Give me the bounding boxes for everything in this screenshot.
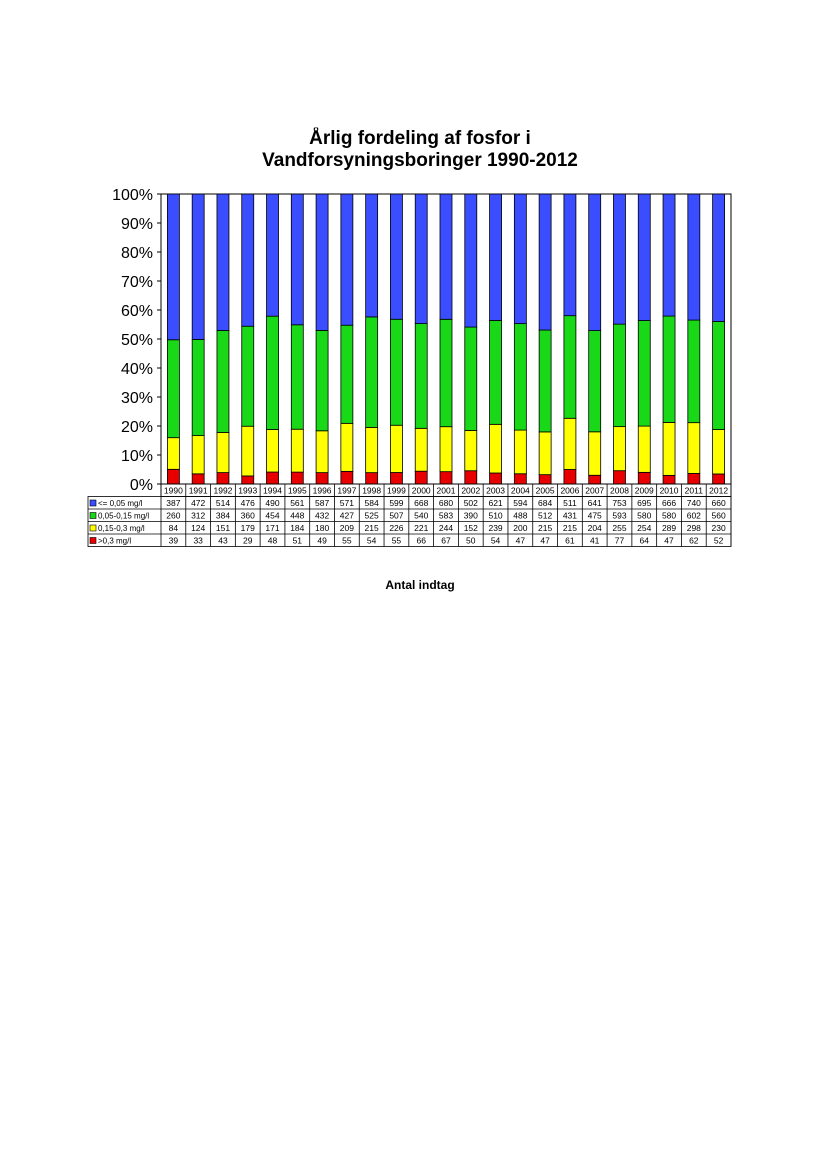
bar-segment	[167, 194, 179, 340]
table-year-label: 1991	[188, 485, 208, 496]
bar-segment	[589, 194, 601, 331]
bar-segment	[663, 422, 675, 475]
bar-segment	[490, 194, 502, 320]
table-year-label: 1992	[213, 485, 233, 496]
bar-segment	[366, 194, 378, 317]
bar-segment	[713, 194, 725, 321]
table-value: 260	[166, 510, 181, 521]
bar-segment	[688, 320, 700, 423]
table-value: 180	[314, 523, 330, 533]
table-value: 124	[191, 523, 206, 533]
bar-segment	[589, 432, 601, 475]
y-tick-label: 10%	[120, 448, 153, 465]
table-value: 171	[265, 523, 280, 533]
table-year-label: 2003	[486, 485, 506, 496]
table-value: 61	[565, 535, 575, 546]
table-value: 215	[562, 523, 578, 533]
bar-segment	[390, 319, 402, 425]
bar-segment	[390, 425, 402, 472]
table-value: 184	[290, 523, 305, 533]
y-tick-label: 70%	[120, 274, 153, 291]
table-value: 226	[389, 523, 404, 533]
table-value: 432	[314, 510, 330, 521]
table-year-label: 2009	[634, 485, 654, 496]
bar-segment	[192, 474, 204, 484]
table-value: 215	[364, 523, 379, 533]
bar-segment	[341, 471, 353, 484]
bar-segment	[638, 472, 650, 484]
table-value: 593	[612, 510, 627, 521]
table-value: 244	[438, 523, 454, 533]
bar-segment	[217, 194, 229, 331]
table-value: 475	[587, 510, 602, 521]
table-value: 55	[391, 535, 402, 546]
table-value: 84	[168, 523, 179, 533]
table-value: 152	[463, 523, 478, 533]
bar-segment	[514, 324, 526, 430]
x-axis-title: Antal indtag	[385, 578, 455, 592]
bar-segment	[341, 325, 353, 423]
table-value: 507	[389, 510, 404, 521]
bar-segment	[167, 438, 179, 470]
table-value: 540	[414, 510, 429, 521]
table-value: 47	[515, 535, 526, 546]
table-value: 561	[290, 498, 305, 508]
bar-segment	[341, 194, 353, 325]
table-value: 387	[166, 498, 181, 508]
bar-segment	[415, 471, 427, 484]
table-value: 390	[463, 510, 478, 521]
table-value: 695	[637, 498, 652, 508]
bar-segment	[465, 194, 477, 327]
bar-segment	[316, 473, 328, 484]
table-value: 215	[538, 523, 553, 533]
bar-segment	[291, 325, 303, 429]
y-tick-label: 60%	[120, 303, 153, 320]
table-year-label: 2001	[436, 485, 456, 496]
bar-segment	[291, 194, 303, 325]
table-value: 641	[587, 498, 602, 508]
table-value: 33	[193, 535, 203, 546]
bar-segment	[366, 473, 378, 484]
table-value: 48	[267, 535, 278, 546]
table-year-label: 1996	[312, 485, 332, 496]
bar-segment	[564, 469, 576, 484]
bar-segment	[663, 194, 675, 316]
legend-label: 0,15-0,3 mg/l	[98, 524, 145, 533]
table-value: 51	[292, 535, 303, 546]
table-value: 511	[563, 498, 577, 508]
table-value: 47	[540, 535, 550, 546]
table-value: 488	[513, 510, 528, 521]
bar-segment	[688, 194, 700, 320]
bar-segment	[589, 331, 601, 432]
bar-segment	[440, 319, 452, 426]
table-value: 510	[488, 510, 503, 521]
table-value: 50	[466, 535, 476, 546]
bar-segment	[514, 474, 526, 484]
table-value: 179	[240, 523, 255, 533]
bar-segment	[291, 472, 303, 484]
table-value: 680	[438, 498, 454, 508]
table-value: 584	[364, 498, 379, 508]
y-tick-label: 90%	[120, 216, 153, 233]
table-value: 200	[513, 523, 528, 533]
bar-segment	[267, 194, 279, 316]
bar-segment	[713, 321, 725, 429]
y-tick-label: 0%	[129, 477, 153, 494]
table-value: 204	[587, 523, 602, 533]
table-year-label: 2004	[510, 485, 530, 496]
table-value: 209	[339, 523, 354, 533]
table-value: 502	[463, 498, 478, 508]
legend-key	[90, 500, 96, 506]
y-tick-label: 100%	[112, 187, 153, 204]
y-tick-label: 30%	[120, 390, 153, 407]
table-year-label: 2011	[684, 485, 703, 496]
bar-segment	[564, 418, 576, 469]
bar-segment	[291, 429, 303, 472]
bar-segment	[242, 194, 254, 326]
bar-segment	[415, 428, 427, 471]
bar-segment	[440, 472, 452, 484]
bar-segment	[167, 469, 179, 484]
table-value: 39	[168, 535, 179, 546]
table-value: 312	[191, 510, 206, 521]
table-value: 448	[290, 510, 305, 521]
bar-segment	[316, 194, 328, 330]
table-year-label: 1999	[386, 485, 406, 496]
table-value: 580	[637, 510, 652, 521]
table-value: 289	[661, 523, 677, 533]
bar-segment	[539, 330, 551, 432]
table-value: 740	[686, 498, 701, 508]
bar-segment	[217, 331, 229, 433]
table-year-label: 1990	[163, 485, 183, 496]
table-value: 52	[713, 535, 724, 546]
bar-segment	[564, 194, 576, 316]
bar-segment	[192, 339, 204, 435]
table-value: 431	[562, 510, 578, 521]
table-value: 668	[414, 498, 429, 508]
bar-segment	[589, 475, 601, 484]
table-value: 298	[686, 523, 701, 533]
table-value: 77	[614, 535, 625, 546]
bar-segment	[713, 474, 725, 484]
chart-title-line-2: Vandforsyningsboringer 1990-2012	[262, 150, 578, 171]
bar-segment	[316, 330, 328, 430]
table-year-label: 2010	[659, 485, 679, 496]
table-value: 660	[711, 498, 726, 508]
table-value: 583	[438, 510, 454, 521]
table-value: 427	[339, 510, 354, 521]
legend-label: <= 0,05 mg/l	[98, 499, 143, 508]
table-value: 454	[265, 510, 280, 521]
bar-segment	[713, 430, 725, 474]
bar-segment	[514, 430, 526, 474]
bar-segment	[390, 473, 402, 484]
bar-segment	[638, 194, 650, 321]
table-year-label: 2008	[610, 485, 629, 496]
table-value: 54	[366, 535, 377, 546]
bar-segment	[663, 316, 675, 422]
bar-segment	[341, 423, 353, 471]
table-value: 255	[612, 523, 627, 533]
table-value: 49	[317, 535, 327, 546]
table-value: 43	[218, 535, 228, 546]
legend-label: >0,3 mg/l	[98, 536, 132, 546]
table-value: 684	[538, 498, 553, 508]
bar-segment	[267, 472, 279, 484]
bar-segment	[217, 432, 229, 472]
bar-segment	[415, 324, 427, 429]
table-value: 29	[243, 535, 253, 546]
bar-segment	[638, 321, 650, 427]
table-value: 62	[689, 535, 699, 546]
bar-segment	[539, 475, 551, 484]
table-value: 66	[416, 535, 426, 546]
table-value: 666	[661, 498, 677, 508]
table-value: 64	[639, 535, 649, 546]
bar-segment	[440, 194, 452, 319]
bar-segment	[613, 471, 625, 484]
table-value: 621	[488, 498, 503, 508]
table-value: 599	[389, 498, 404, 508]
table-year-label: 2007	[585, 485, 605, 496]
bar-segment	[539, 194, 551, 330]
table-value: 41	[589, 535, 600, 546]
table-year-label: 1997	[337, 485, 357, 496]
legend-label: 0,05-0,15 mg/l	[98, 511, 150, 521]
bar-segment	[242, 426, 254, 476]
table-value: 54	[490, 535, 501, 546]
table-value: 221	[414, 523, 429, 533]
table-value: 514	[215, 498, 231, 508]
chart-title-line-1: Årlig fordeling af fosfor i	[309, 128, 531, 149]
y-tick-label: 80%	[120, 245, 153, 262]
bar-segment	[490, 473, 502, 484]
table-value: 594	[513, 498, 528, 508]
table-year-label: 1994	[263, 485, 282, 496]
bar-segment	[613, 427, 625, 471]
table-value: 151	[215, 523, 231, 533]
bar-segment	[638, 426, 650, 472]
table-value: 476	[240, 498, 255, 508]
bar-segment	[192, 194, 204, 339]
table-value: 560	[711, 510, 726, 521]
bar-segment	[366, 317, 378, 427]
bar-segment	[663, 475, 675, 484]
y-tick-label: 20%	[120, 419, 153, 436]
bar-segment	[465, 430, 477, 470]
table-value: 580	[661, 510, 677, 521]
table-value: 67	[441, 535, 451, 546]
table-value: 360	[240, 510, 255, 521]
y-tick-label: 40%	[120, 361, 153, 378]
table-year-label: 1993	[238, 485, 258, 496]
bar-segment	[242, 326, 254, 426]
table-value: 472	[191, 498, 206, 508]
bar-segment	[490, 424, 502, 473]
bar-segment	[539, 432, 551, 475]
bar-segment	[366, 427, 378, 472]
bar-segment	[613, 194, 625, 324]
table-year-label: 2002	[461, 485, 481, 496]
table-year-label: 1998	[362, 485, 382, 496]
bar-segment	[267, 316, 279, 429]
table-year-label: 2012	[709, 485, 729, 496]
table-value: 753	[612, 498, 627, 508]
y-tick-label: 50%	[120, 332, 153, 349]
table-year-label: 2006	[560, 485, 580, 496]
bar-segment	[316, 431, 328, 473]
table-value: 571	[339, 498, 354, 508]
bar-segment	[465, 327, 477, 430]
table-value: 587	[314, 498, 330, 508]
bar-segment	[167, 340, 179, 438]
bar-segment	[242, 476, 254, 484]
table-value: 384	[215, 510, 231, 521]
bar-segment	[688, 423, 700, 474]
bar-segment	[564, 316, 576, 419]
table-value: 602	[686, 510, 701, 521]
bar-segment	[688, 473, 700, 484]
table-value: 230	[711, 523, 726, 533]
bar-segment	[267, 429, 279, 472]
bar-segment	[465, 471, 477, 484]
table-year-label: 1995	[287, 485, 307, 496]
bar-segment	[217, 473, 229, 484]
bar-segment	[440, 427, 452, 472]
bar-segment	[514, 194, 526, 324]
table-value: 525	[364, 510, 379, 521]
bar-segment	[490, 320, 502, 424]
bar-segment	[192, 436, 204, 474]
table-value: 47	[664, 535, 674, 546]
table-value: 55	[342, 535, 352, 546]
bar-segment	[415, 194, 427, 324]
legend-key	[90, 525, 96, 531]
bar-segment	[390, 194, 402, 319]
table-year-label: 2005	[535, 485, 555, 496]
table-value: 254	[637, 523, 652, 533]
bar-segment	[613, 324, 625, 426]
table-value: 512	[538, 510, 553, 521]
table-value: 490	[265, 498, 280, 508]
legend-key	[90, 538, 96, 544]
table-year-label: 2000	[411, 485, 431, 496]
table-value: 239	[488, 523, 503, 533]
legend-key	[90, 513, 96, 519]
